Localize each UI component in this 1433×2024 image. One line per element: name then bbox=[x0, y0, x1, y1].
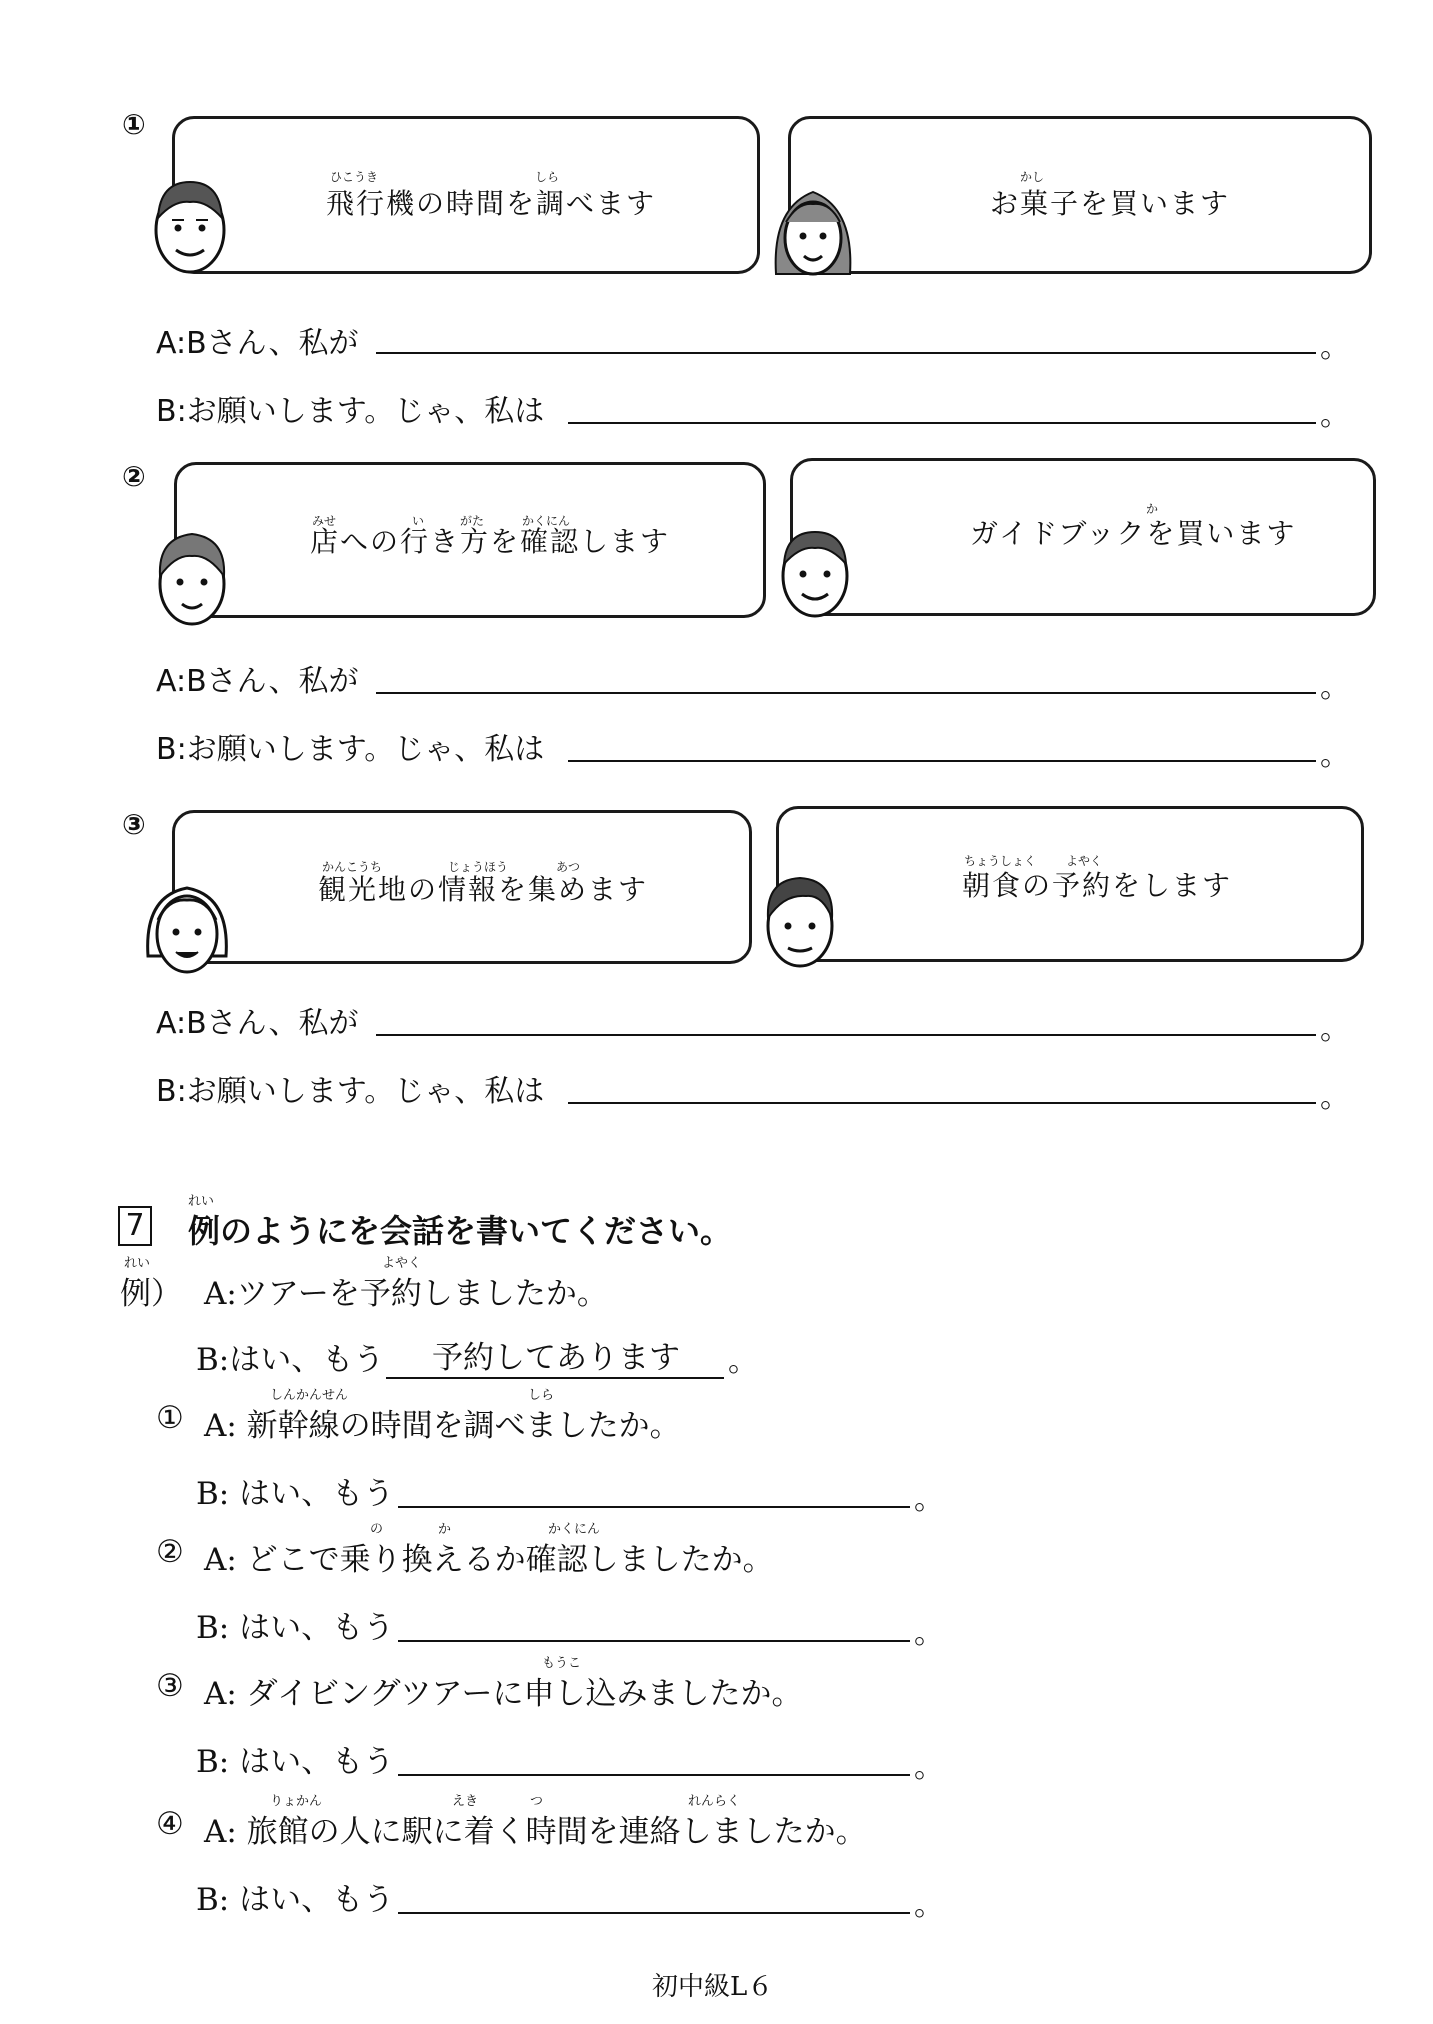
ruby-text: かし bbox=[1020, 170, 1045, 184]
pair-number: ② bbox=[122, 460, 146, 493]
line-a-prompt: A:Bさん、私が bbox=[156, 326, 359, 361]
item-line-b: B: はい、もう bbox=[196, 1882, 395, 1918]
pair-number: ③ bbox=[122, 808, 146, 841]
period: 。 bbox=[1320, 1080, 1350, 1115]
line-b-prompt: B:お願いします。じゃ、私は bbox=[156, 732, 545, 767]
ruby-text: しら bbox=[535, 170, 560, 184]
ruby-text: がた bbox=[460, 514, 485, 528]
period: 。 bbox=[1320, 670, 1350, 705]
ruby-text: かくにん bbox=[522, 514, 571, 528]
answer-blank-a[interactable] bbox=[376, 352, 1316, 354]
ruby-text: しんかんせん bbox=[270, 1388, 349, 1403]
pair-number: ① bbox=[122, 108, 146, 141]
answer-blank[interactable] bbox=[398, 1506, 910, 1508]
answer-blank-b[interactable] bbox=[568, 1102, 1316, 1104]
ruby-text: もうこ bbox=[542, 1656, 582, 1671]
ruby-text: あつ bbox=[556, 860, 581, 874]
task-number-box: 7 bbox=[118, 1206, 152, 1246]
woman-face-icon bbox=[150, 524, 234, 628]
bubble-text-left: 店への行き方を確認します bbox=[310, 525, 671, 558]
ruby-text: しら bbox=[528, 1388, 555, 1403]
item-line-b: B: はい、もう bbox=[196, 1744, 395, 1780]
woman-face-icon bbox=[768, 178, 858, 282]
item-line-b: B: はい、もう bbox=[196, 1476, 395, 1512]
ruby-text: か bbox=[438, 1522, 452, 1537]
item-line-a: A: 新幹線の時間を調べましたか。 bbox=[204, 1408, 681, 1444]
page-footer: 初中級L６ bbox=[652, 1972, 774, 2002]
task-heading: 例のようにを会話を書いてください。 bbox=[188, 1212, 733, 1250]
line-b-prompt: B:お願いします。じゃ、私は bbox=[156, 394, 545, 429]
item-number: ① bbox=[156, 1400, 184, 1436]
ruby-text: ちょうしょく bbox=[964, 854, 1037, 868]
item-number: ③ bbox=[156, 1668, 184, 1704]
ruby-text: えき bbox=[452, 1794, 479, 1809]
ruby-text: よやく bbox=[1066, 854, 1103, 868]
answer-blank-b[interactable] bbox=[568, 422, 1316, 424]
item-line-b: B: はい、もう bbox=[196, 1610, 395, 1646]
answer-blank-a[interactable] bbox=[376, 692, 1316, 694]
ruby-text: かんこうち bbox=[322, 860, 383, 874]
item-line-a: A: ダイビングツアーに申し込みましたか。 bbox=[204, 1676, 803, 1712]
ruby-text: い bbox=[412, 514, 425, 528]
line-b-prompt: B:お願いします。じゃ、私は bbox=[156, 1074, 545, 1109]
answer-blank-b[interactable] bbox=[568, 760, 1316, 762]
ruby-text: れい bbox=[124, 1256, 151, 1271]
bubble-text-right: お菓子を買います bbox=[990, 187, 1231, 220]
bubble-text-left: 飛行機の時間を調べます bbox=[326, 187, 657, 220]
answer-blank[interactable] bbox=[398, 1640, 910, 1642]
woman-face-icon bbox=[142, 876, 232, 978]
ruby-text: じょうほう bbox=[448, 860, 509, 874]
item-number: ④ bbox=[156, 1806, 184, 1842]
bubble-text-right: 朝食の予約をします bbox=[962, 869, 1233, 902]
period: 。 bbox=[1320, 738, 1350, 773]
item-number: ② bbox=[156, 1534, 184, 1570]
bubble-text-right: ガイドブックを買います bbox=[970, 517, 1297, 550]
line-a-prompt: A:Bさん、私が bbox=[156, 664, 359, 699]
answer-blank-a[interactable] bbox=[376, 1034, 1316, 1036]
period: 。 bbox=[1320, 1012, 1350, 1047]
ruby-text: りょかん bbox=[270, 1794, 323, 1809]
example-line-a: A:ツアーを予約しましたか。 bbox=[204, 1276, 608, 1312]
ruby-text: れい bbox=[188, 1194, 215, 1209]
item-line-a: A: 旅館の人に駅に着く時間を連絡しましたか。 bbox=[204, 1814, 867, 1850]
bubble-text-left: 観光地の情報を集めます bbox=[318, 873, 649, 906]
example-line-b-prefix: B:はい、もう bbox=[196, 1342, 385, 1378]
period: 。 bbox=[914, 1616, 944, 1651]
period: 。 bbox=[1320, 398, 1350, 433]
period: 。 bbox=[914, 1888, 944, 1923]
ruby-text: か bbox=[1146, 502, 1159, 516]
example-answer: 予約してあります bbox=[386, 1332, 724, 1379]
man-face-icon bbox=[756, 868, 844, 972]
answer-blank[interactable] bbox=[398, 1774, 910, 1776]
ruby-text: ひこうき bbox=[330, 170, 379, 184]
ruby-text: よやく bbox=[382, 1256, 422, 1271]
ruby-text: つ bbox=[530, 1794, 544, 1809]
period: 。 bbox=[914, 1750, 944, 1785]
man-face-icon bbox=[146, 172, 234, 276]
answer-blank[interactable] bbox=[398, 1912, 910, 1914]
period: 。 bbox=[1320, 330, 1350, 365]
ruby-text: れんらく bbox=[688, 1794, 741, 1809]
ruby-text: みせ bbox=[312, 514, 337, 528]
man-face-icon bbox=[772, 520, 858, 620]
period: 。 bbox=[914, 1482, 944, 1517]
item-line-a: A: どこで乗り換えるか確認しましたか。 bbox=[204, 1542, 774, 1578]
ruby-text: の bbox=[370, 1522, 384, 1537]
ruby-text: かくにん bbox=[548, 1522, 601, 1537]
line-a-prompt: A:Bさん、私が bbox=[156, 1006, 359, 1041]
period: 。 bbox=[728, 1344, 758, 1379]
example-label: 例） bbox=[120, 1276, 182, 1312]
